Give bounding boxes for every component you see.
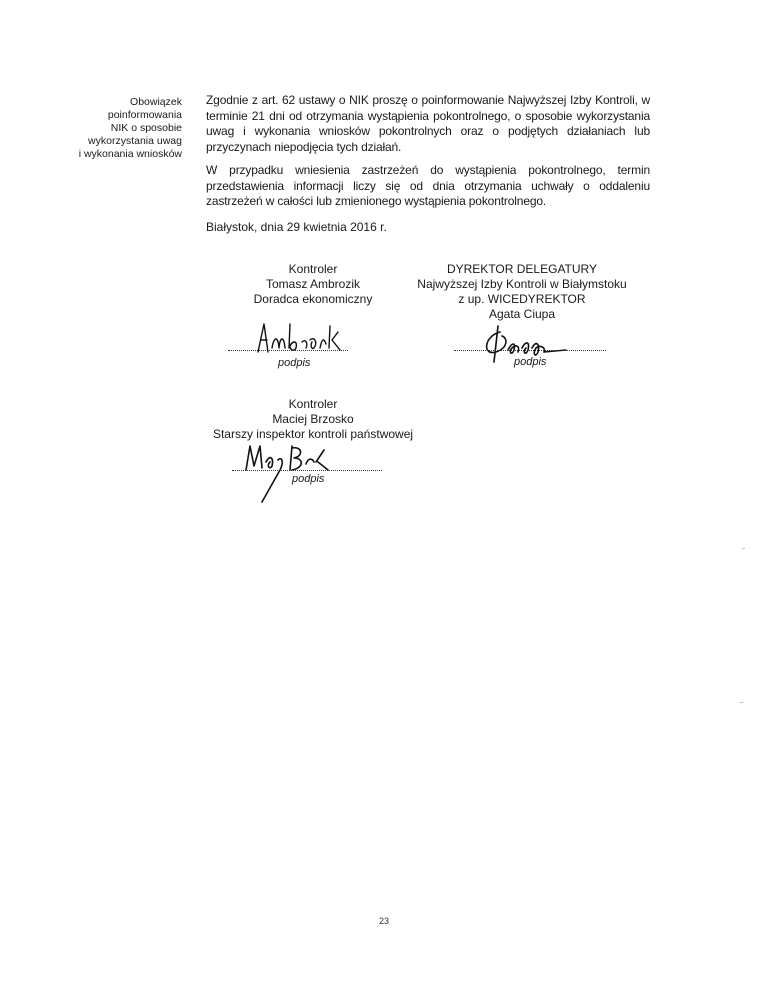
director-name: Agata Ciupa (488, 307, 556, 321)
inspector-1-block (218, 262, 408, 307)
inspector-2-block (198, 397, 428, 442)
margin-note-line: poinformowania (107, 109, 182, 121)
director-institution: Najwyższej Izby Kontroli w Białymstoku (417, 277, 627, 291)
margin-note-line: Obowiązek (130, 96, 182, 108)
inspector-2-name: Maciej Brzosko (272, 412, 354, 426)
inspector-1-position: Doradca ekonomiczny (253, 292, 373, 306)
page-number: 23 (378, 916, 389, 926)
place-and-date: Białystok, dnia 29 kwietnia 2016 r. (206, 220, 387, 234)
director-on-behalf: z up. WICEDYREKTOR (458, 292, 586, 306)
inspector-1-name: Tomasz Ambrozik (265, 277, 361, 291)
director-title: DYREKTOR DELEGATURY (446, 262, 598, 276)
margin-note-line: i wykonania wniosków (78, 148, 182, 160)
director-signature-label: podpis (514, 356, 547, 368)
inspector-2-position: Starszy inspektor kontroli państwowej (212, 427, 414, 441)
inspector-1-signature-label: podpis (278, 357, 311, 369)
director-block (410, 262, 634, 322)
margin-note-line: NIK o sposobie (110, 122, 182, 134)
paragraph-obligation: Zgodnie z art. 62 ustawy o NIK proszę o poinformowanie Najwyższej Izby Kontroli, w terminie 21 dni od otrzymania wystąpienia pokontrolnego, o sposobie wykorzystania uwag i wykonania wniosków pokontrolnych oraz o podjętych działaniach lub przyczynach niepodjęcia tych działań. (206, 93, 650, 154)
inspector-2-signature (232, 440, 336, 504)
paragraph-objections: W przypadku wniesienia zastrzeżeń do wystąpienia pokontrolnego, termin przedstawienia informacji liczy się od dnia otrzymania uchwały o oddaleniu zastrzeżeń w całości lub zmienionego wystąpienia pokontrolnego. (206, 163, 650, 208)
inspector-1-signature-line (228, 350, 348, 351)
inspector-1-signature (252, 318, 348, 358)
inspector-2-signature-label: podpis (292, 473, 325, 485)
inspector-1-role: Kontroler (288, 262, 338, 276)
inspector-2-role: Kontroler (288, 397, 338, 411)
body-text (206, 93, 650, 218)
scan-speck (740, 702, 743, 703)
scan-speck (742, 548, 745, 549)
director-signature-line (454, 350, 606, 351)
inspector-2-signature-line (232, 470, 382, 471)
margin-note-line: wykorzystania uwag (88, 135, 182, 147)
margin-note (60, 96, 182, 161)
